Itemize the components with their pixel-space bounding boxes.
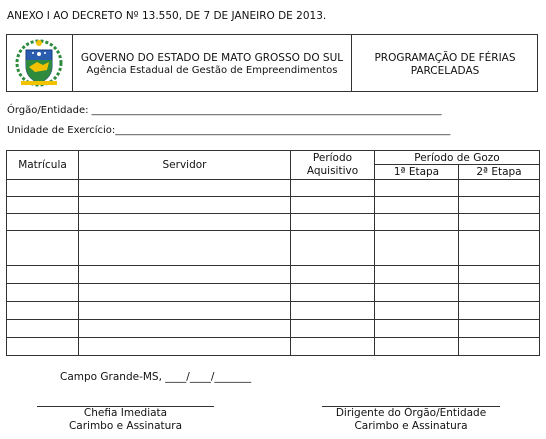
cell[interactable]: [375, 214, 459, 231]
place-date: Campo Grande-MS, ____/____/_______: [60, 371, 252, 383]
cell[interactable]: [7, 302, 79, 320]
header-etapa-2: 2ª Etapa: [459, 165, 540, 180]
signature-dirigente-subtitle: Carimbo e Assinatura: [354, 420, 468, 432]
cell[interactable]: [7, 338, 79, 356]
cell[interactable]: [291, 284, 375, 302]
cell[interactable]: [79, 214, 291, 231]
vacation-table: [6, 150, 540, 356]
doc-title-line2: PARCELADAS: [410, 65, 480, 77]
cell[interactable]: [7, 214, 79, 231]
cell[interactable]: [291, 302, 375, 320]
cell[interactable]: [7, 284, 79, 302]
cell[interactable]: [7, 320, 79, 338]
cell[interactable]: [459, 302, 540, 320]
cell[interactable]: [375, 284, 459, 302]
cell[interactable]: [459, 266, 540, 284]
table-row: [7, 231, 540, 266]
cell[interactable]: [79, 266, 291, 284]
header-periodo-aquisitivo-l1: Período: [312, 152, 353, 164]
cell[interactable]: [291, 180, 375, 197]
doc-title-line1: PROGRAMAÇÃO DE FÉRIAS: [374, 52, 516, 64]
table-row: [7, 214, 540, 231]
table-row: [7, 302, 540, 320]
orgao-entidade-field: Órgão/Entidade: ______________________________________________________________________: [7, 105, 442, 116]
header-periodo-aquisitivo: [291, 151, 375, 180]
table-row: [7, 284, 540, 302]
cell[interactable]: [7, 180, 79, 197]
agency-name: Agência Estadual de Gestão de Empreendimentos: [86, 65, 338, 76]
cell[interactable]: [79, 302, 291, 320]
cell[interactable]: [375, 197, 459, 214]
cell[interactable]: [7, 266, 79, 284]
table-row: [7, 197, 540, 214]
cell[interactable]: [79, 320, 291, 338]
annex-title: ANEXO I AO DECRETO Nº 13.550, DE 7 DE JANEIRO DE 2013.: [7, 10, 327, 22]
header-servidor: Servidor: [79, 151, 291, 180]
cell[interactable]: [459, 231, 540, 266]
signature-chefia-subtitle: Carimbo e Assinatura: [68, 420, 183, 432]
cell[interactable]: [459, 214, 540, 231]
cell[interactable]: [291, 266, 375, 284]
table-row: [7, 338, 540, 356]
state-coat-of-arms-icon: [13, 38, 65, 88]
signature-chefia-title: Chefia Imediata: [83, 407, 168, 419]
cell[interactable]: [375, 320, 459, 338]
cell[interactable]: [375, 338, 459, 356]
cell[interactable]: [375, 266, 459, 284]
signature-dirigente-title: Dirigente do Órgão/Entidade: [335, 407, 487, 419]
cell[interactable]: [79, 338, 291, 356]
header-periodo-aquisitivo-l2: Aquisitivo: [306, 165, 359, 177]
table-row: [7, 180, 540, 197]
cell[interactable]: [291, 197, 375, 214]
cell[interactable]: [291, 320, 375, 338]
cell[interactable]: [459, 338, 540, 356]
gov-name: GOVERNO DO ESTADO DE MATO GROSSO DO SUL: [80, 52, 344, 64]
table-row: [7, 266, 540, 284]
header-box: [6, 34, 538, 92]
header-etapa-1: 1ª Etapa: [375, 165, 459, 180]
cell[interactable]: [459, 197, 540, 214]
cell[interactable]: [79, 180, 291, 197]
cell[interactable]: [79, 284, 291, 302]
cell[interactable]: [459, 180, 540, 197]
cell[interactable]: [291, 231, 375, 266]
header-matricula: Matrícula: [7, 151, 79, 180]
cell[interactable]: [7, 231, 79, 266]
cell[interactable]: [7, 197, 79, 214]
cell[interactable]: [79, 197, 291, 214]
cell[interactable]: [375, 231, 459, 266]
cell[interactable]: [459, 320, 540, 338]
cell[interactable]: [291, 338, 375, 356]
header-periodo-gozo: Período de Gozo: [375, 151, 540, 165]
cell[interactable]: [79, 231, 291, 266]
cell[interactable]: [291, 214, 375, 231]
unidade-exercicio-field: Unidade de Exercício:___________________________________________________________________: [7, 125, 451, 136]
cell[interactable]: [459, 284, 540, 302]
cell[interactable]: [375, 180, 459, 197]
cell[interactable]: [375, 302, 459, 320]
table-row: [7, 320, 540, 338]
